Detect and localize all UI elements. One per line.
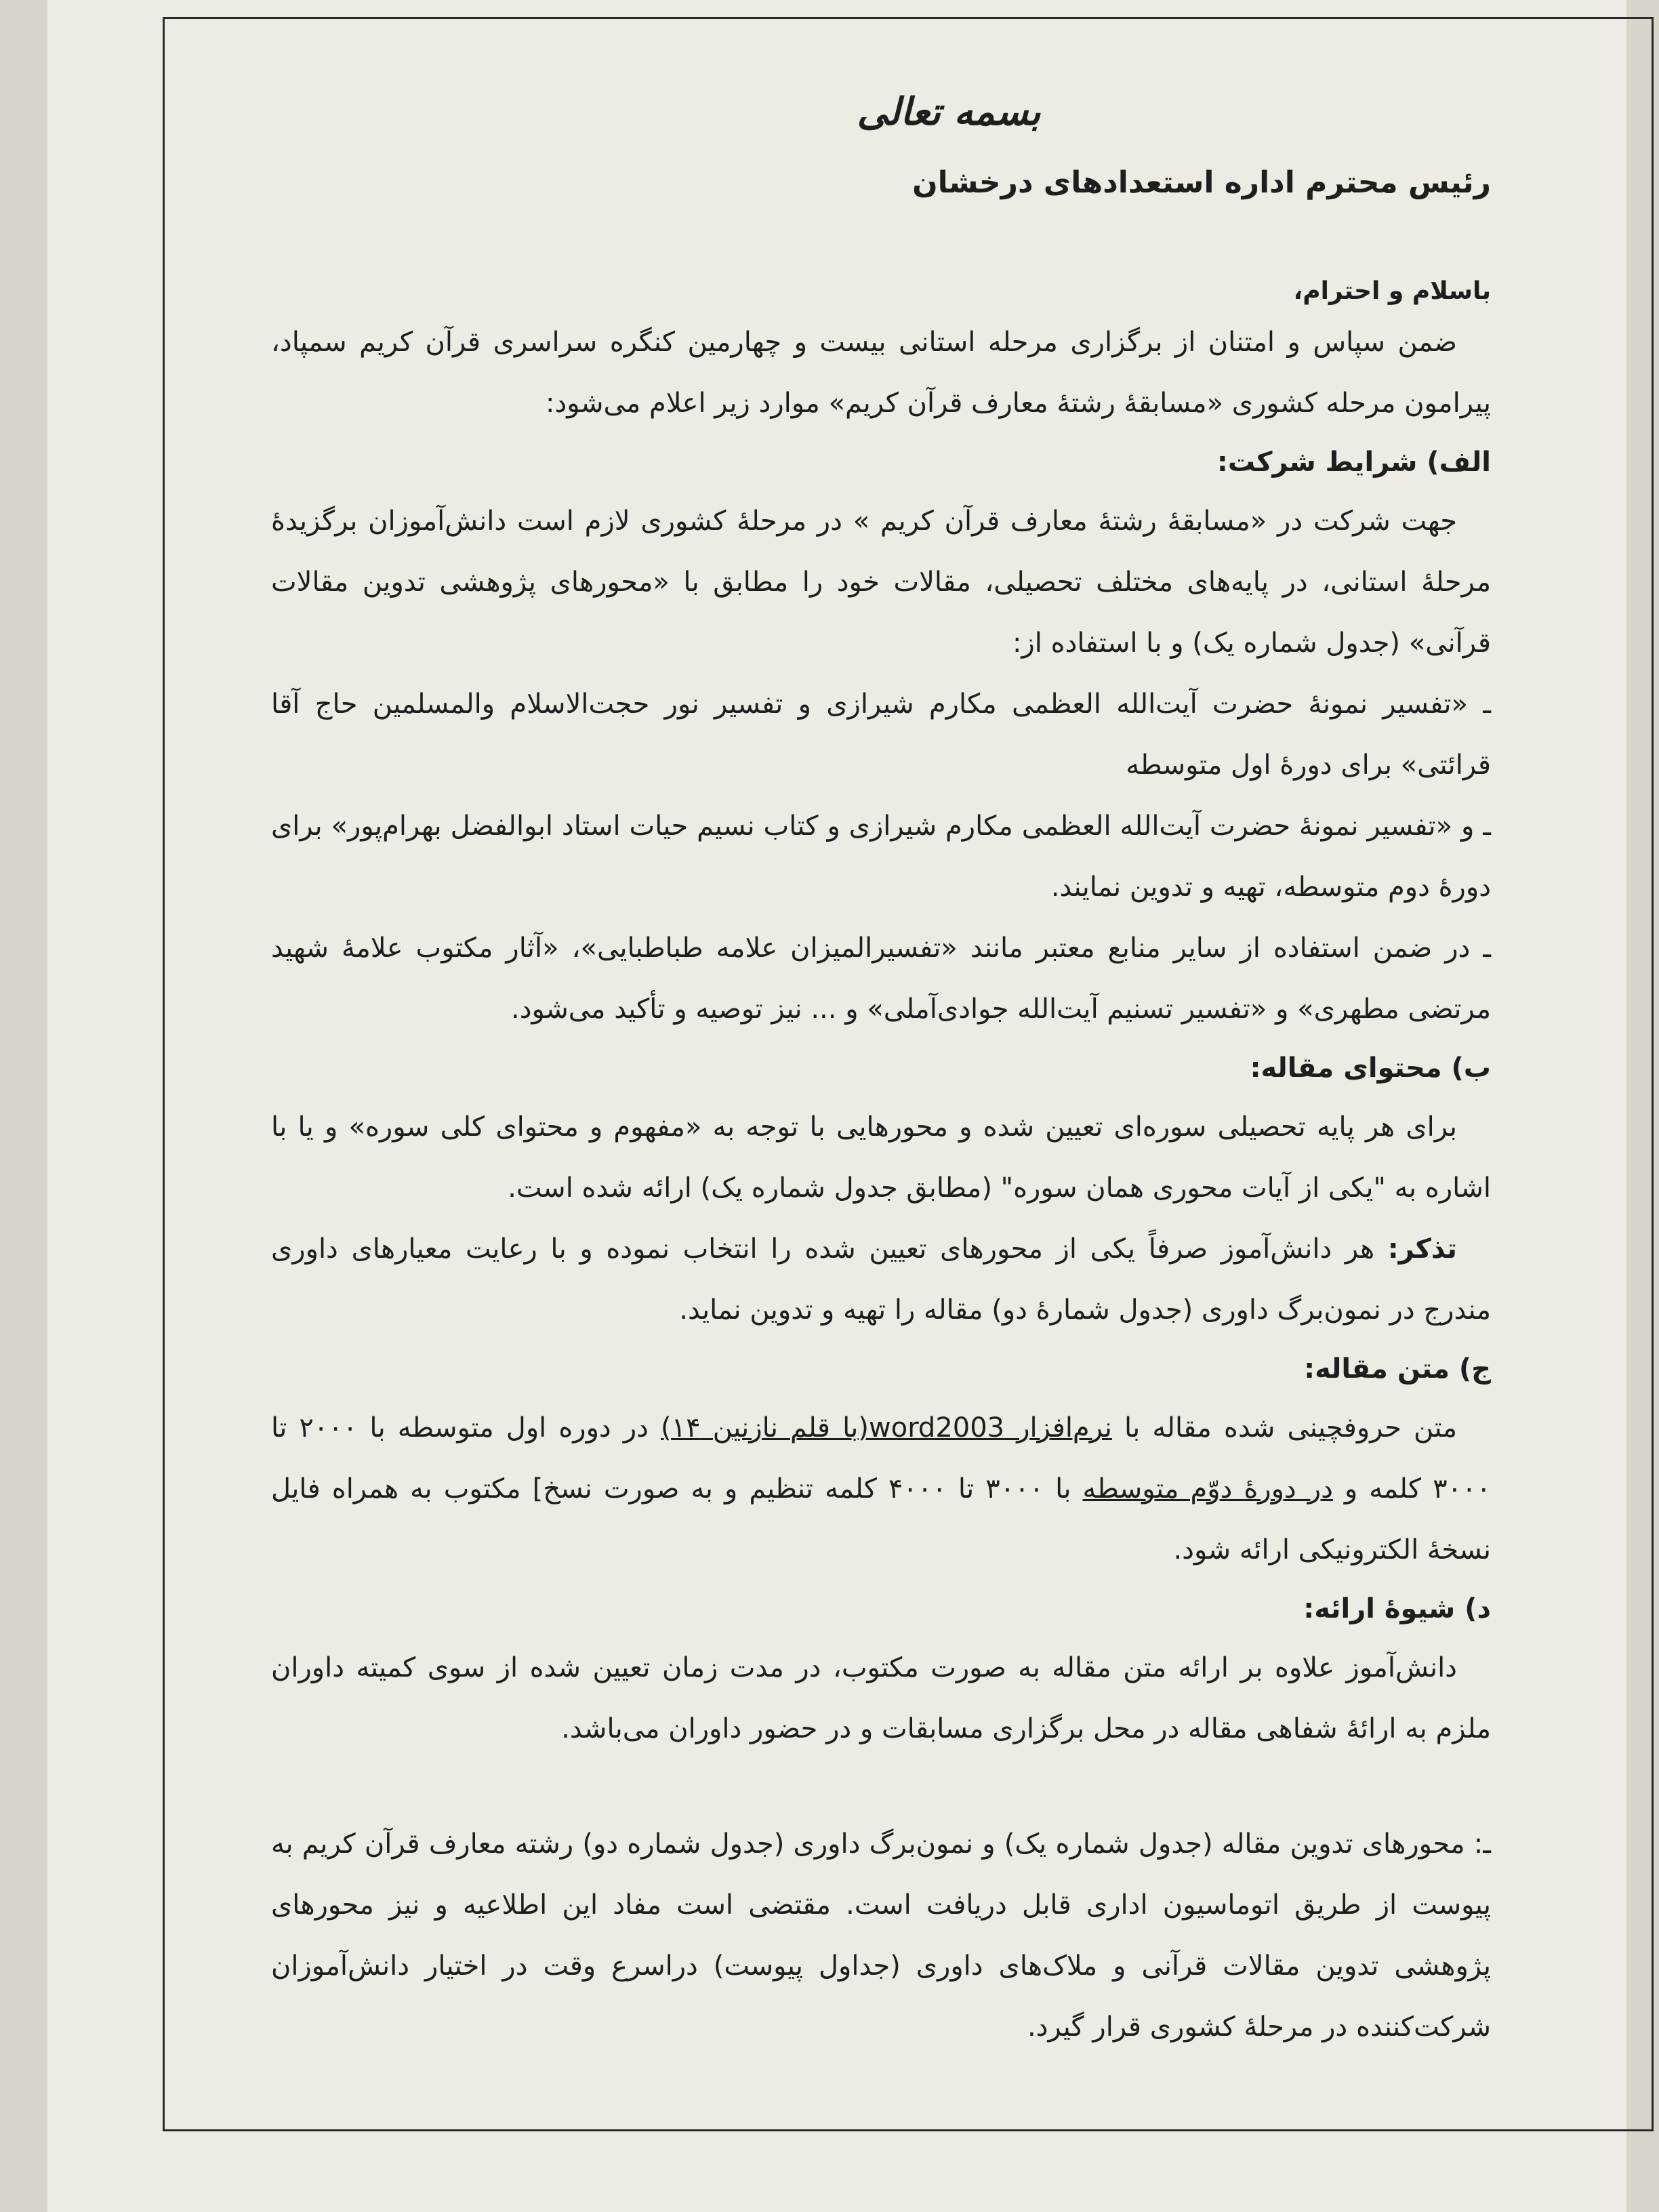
section-a-item-1: ـ «تفسیر نمونهٔ حضرت آیت‌الله العظمی مکارم شیرازی و تفسیر نور حجت‌الاسلام والمسلمین حاج آقا قرائتی» برای دورهٔ اول متوسطه <box>271 689 1491 781</box>
section-a-item-3: ـ در ضمن استفاده از سایر منابع معتبر مانند «تفسیرالمیزان علامه طباطبایی»، «آثار مکتوب علامهٔ شهید مرتضی مطهری» و «تفسیر تسنیم آیت‌الله جوادی‌آملی» و ... نیز توصیه و تأکید می‌شود. <box>271 933 1491 1025</box>
section-a-heading: الف) شرایط شرکت: <box>1216 447 1491 478</box>
section-b-body: برای هر پایه تحصیلی سوره‌ای تعیین شده و محورهایی با توجه به «مفهوم و محتوای کلی سوره» و یا با اشاره به "یکی از آیات محوری همان سوره" (مطابق جدول شماره یک) ارائه شده است. <box>271 1111 1491 1204</box>
section-d-body: دانش‌آموز علاوه بر ارائه متن مقاله به صورت مکتوب، در مدت زمان تعیین شده از سوی کمیته داوران ملزم به ارائهٔ شفاهی مقاله در محل برگزاری مسابقات و در حضور داوران می‌باشد. <box>271 1652 1491 1744</box>
closing-paragraph: ـ: محورهای تدوین مقاله (جدول شماره یک) و نمون‌برگ داوری (جدول شماره دو) رشته معارف قرآن کریم به پیوست از طریق اتوماسیون اداری قابل دریافت است. مقتضی است مفاد این اطلاعیه و نیز محورهای پژوهشی تدوین مقالات قرآنی و ملاک‌های داوری (جداول پیوست) دراسرع وقت در اختیار دانش‌آموزان شرکت‌کننده در مرحلهٔ کشوری قرار گیرد. <box>271 1828 1491 2043</box>
section-a-body: جهت شرکت در «مسابقهٔ رشتهٔ معارف قرآن کریم » در مرحلهٔ کشوری لازم است دانش‌آموزان برگزیدهٔ مرحلهٔ استانی، در پایه‌های مختلف تحصیلی، مقالات خود را مطابق با «محورهای پژوهشی تدوین مقالات قرآنی» (جدول شماره یک) و با استفاده از: <box>271 506 1491 659</box>
recipient-line: رئیس محترم اداره استعدادهای درخشان <box>912 165 1491 200</box>
section-b-heading: ب) محتوای مقاله: <box>1250 1052 1491 1084</box>
letter-body <box>271 75 1491 2057</box>
section-b-note <box>271 1218 1491 1340</box>
section-d-heading: د) شیوهٔ ارائه: <box>1303 1593 1491 1624</box>
second-period-spec: در دورهٔ دوّم متوسطه <box>1082 1473 1333 1504</box>
section-a-item-2: ـ و «تفسیر نمونهٔ حضرت آیت‌الله العظمی مکارم شیرازی و کتاب نسیم حیات استاد ابوالفضل بهرام‌پور» برای دورهٔ دوم متوسطه، تهیه و تدوین نمایند. <box>271 811 1491 903</box>
section-c-part-3: با ۳۰۰۰ تا ۴۰۰۰ کلمه تنظیم و به صورت نسخ] مکتوب به همراه فایل نسخهٔ الکترونیکی ارائه شود. <box>271 1473 1491 1565</box>
basmala-heading: بسمه تعالی <box>857 89 1041 134</box>
section-c-body <box>271 1397 1491 1580</box>
section-c-heading: ج) متن مقاله: <box>1304 1353 1491 1385</box>
section-c-part-2: در دوره اول متوسطه با ۲۰۰۰ تا ۳۰۰۰ کلمه و <box>271 1412 1492 1504</box>
section-c-part-1: متن حروفچینی شده مقاله با <box>1111 1412 1457 1443</box>
note-body: هر دانش‌آموز صرفاً یکی از محورهای تعیین شده را انتخاب نموده و با رعایت معیارهای داوری مندرج در نمون‌برگ داوری (جدول شمارهٔ دو) مقاله را تهیه و تدوین نماید. <box>271 1233 1491 1326</box>
note-label: تذکر: <box>1387 1233 1458 1265</box>
software-font-spec: نرم‌افزار word2003(با قلم نازنین ۱۴) <box>661 1412 1112 1443</box>
paper-sheet <box>47 0 1626 2212</box>
spacer <box>271 1759 1491 1814</box>
intro-paragraph: ضمن سپاس و امتنان از برگزاری مرحله استانی بیست و چهارمین کنگره سراسری قرآن کریم سمپاد، پیرامون مرحله کشوری «مسابقهٔ رشتهٔ معارف قرآن کریم» موارد زیر اعلام می‌شود: <box>271 327 1491 419</box>
greeting: باسلام و احترام، <box>1293 277 1491 305</box>
